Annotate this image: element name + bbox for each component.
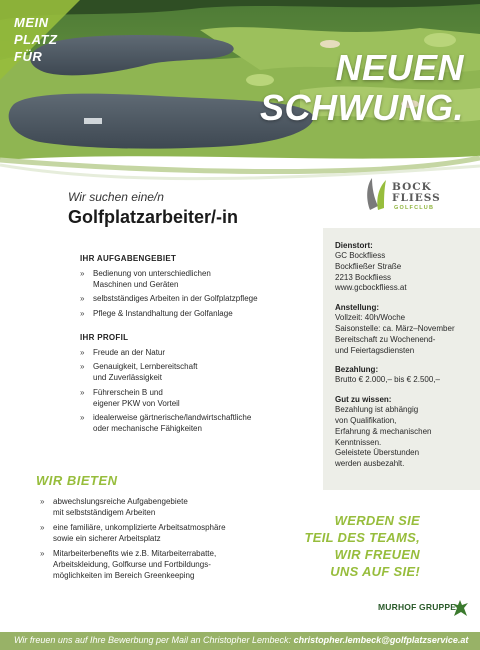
badge-line-3: FÜR: [14, 49, 43, 64]
list-item: » idealerweise gärtnerische/landwirtschaftliche oder mechanische Fähigkeiten: [80, 412, 251, 434]
offer-heading: WIR BIETEN: [36, 473, 118, 488]
job-title: Golfplatzarbeiter/-in: [68, 207, 239, 227]
good-to-know-label: Gut zu wissen:: [335, 395, 392, 405]
hero-headline: [260, 48, 464, 128]
list-item: » Führerschein B und eigener PKW von Vorteil: [80, 387, 251, 409]
profile-heading: IHR PROFIL: [80, 333, 129, 342]
tasks-list: [80, 268, 258, 322]
location-text: GC Bockfliess Bockfließer Straße 2213 Bockfliess www.gcbockfliess.at: [335, 251, 407, 293]
employment-label: Anstellung:: [335, 303, 379, 313]
murhof-logo: [378, 598, 470, 618]
good-to-know-text: Bezahlung ist abhängig von Qualifikation, Erfahrung & mechanischen Kenntnissen. Geleistete Überstunden werden ausbezahlt.: [335, 405, 432, 469]
footer-bar: [0, 632, 480, 650]
hero-banner: [0, 0, 480, 160]
location-block: [335, 240, 470, 294]
employment-block: [335, 302, 470, 356]
headline-line-2: SCHWUNG.: [260, 87, 464, 128]
logo-text-bock: BOCK: [392, 181, 432, 193]
list-item: » Pflege & Instandhaltung der Golfanlage: [80, 308, 258, 319]
list-item: » Freude an der Natur: [80, 347, 251, 358]
list-item: » eine familiäre, unkomplizierte Arbeitsatmosphäre sowie ein sicherer Arbeitsplatz: [40, 522, 226, 544]
headline-line-1: NEUEN: [335, 47, 464, 88]
badge-line-2: PLATZ: [14, 32, 58, 47]
murhof-logo-text: MURHOF GRUPPE: [378, 602, 457, 612]
job-info-box: [323, 228, 480, 490]
pay-label: Bezahlung:: [335, 365, 379, 375]
employment-text: Vollzeit: 40h/Woche Saisonstelle: ca. März–November Bereitschaft zu Wochenend- und Feiertagsdiensten: [335, 313, 455, 355]
dragon-icon: [451, 598, 470, 618]
offer-list: [40, 496, 226, 585]
badge-line-1: MEIN: [14, 15, 49, 30]
team-slogan: WERDEN SIE TEIL DES TEAMS, WIR FREUEN UNS AUF SIE!: [304, 513, 420, 579]
intro-subtitle: Wir suchen eine/n: [68, 190, 164, 204]
bockfliess-logo: [364, 176, 454, 212]
hero-badge-text: [14, 14, 57, 65]
list-item: » Genauigkeit, Lernbereitschaft und Zuverlässigkeit: [80, 361, 251, 383]
footer-text: Wir freuen uns auf Ihre Bewerbung per Mail an Christopher Lembeck:: [14, 635, 294, 645]
list-item: » selbstständiges Arbeiten in der Golfplatzpflege: [80, 293, 258, 304]
profile-list: [80, 347, 251, 437]
pay-text: Brutto € 2.000,– bis € 2.500,–: [335, 375, 440, 385]
list-item: » Mitarbeiterbenefits wie z.B. Mitarbeiterrabatte, Arbeitskleidung, Golfkurse und Fortbildungs- möglichkeiten im Bereich Greenkeeping: [40, 548, 226, 581]
ibex-horns-icon: [364, 176, 390, 212]
list-item: » Bedienung von unterschiedlichen Maschinen und Geräten: [80, 268, 258, 290]
logo-text-golfclub: GOLFCLUB: [394, 205, 435, 211]
logo-text-fliess: FLIESS: [392, 192, 441, 204]
tasks-heading: IHR AUFGABENGEBIET: [80, 254, 177, 263]
footer-contact: [14, 635, 468, 645]
good-to-know-block: [335, 394, 470, 470]
footer-email-link[interactable]: christopher.lembeck@golfplatzservice.at: [293, 635, 469, 645]
location-label: Dienstort:: [335, 241, 373, 250]
list-item: » abwechslungsreiche Aufgabengebiete mit selbstständigem Arbeiten: [40, 496, 226, 518]
pay-block: [335, 364, 470, 386]
